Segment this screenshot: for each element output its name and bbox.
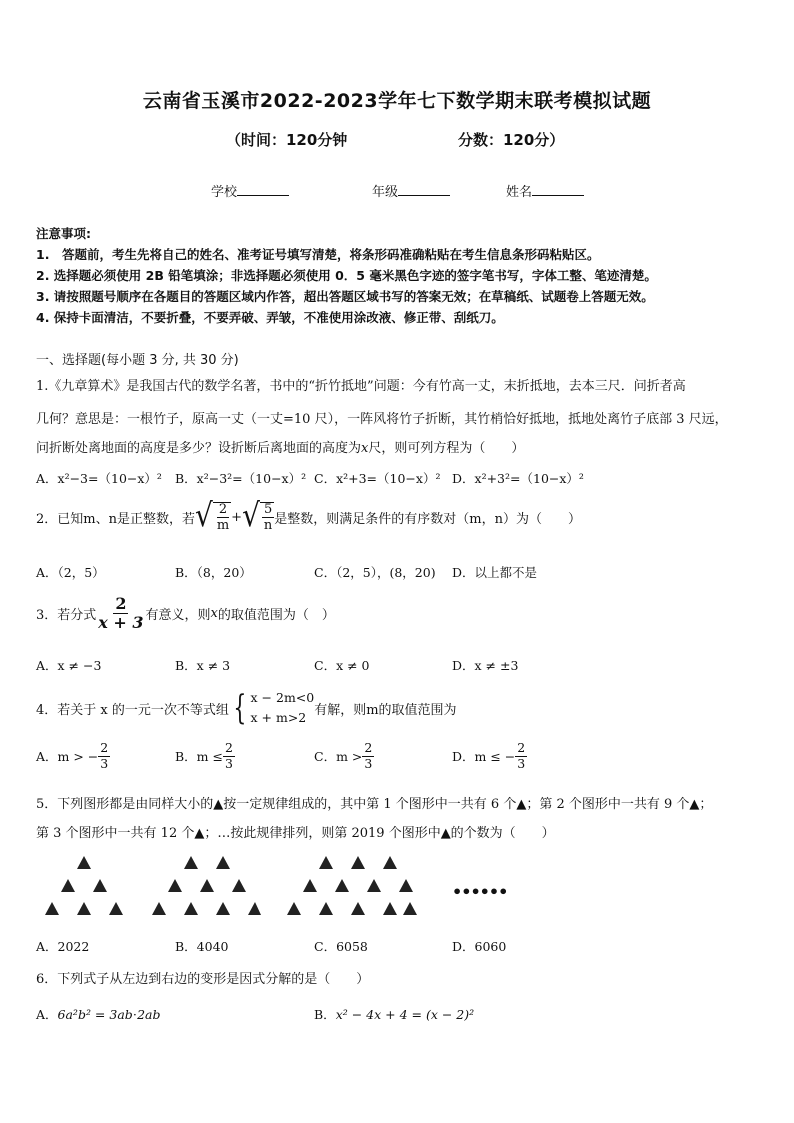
note-item: 1. 答题前，考生先将自己的姓名、准考证号填写清楚，将条形码准确粘贴在考生信息条形码粘贴区。 xyxy=(36,247,600,262)
q3-option-b[interactable]: B．x ≠ 3 xyxy=(175,658,231,673)
section-heading: 一、选择题(每小题 3 分, 共 30 分) xyxy=(36,353,239,368)
q2-option-c[interactable]: C．（2，5），(8，20) xyxy=(314,565,436,580)
q4-option-b[interactable]: B．m ≤ $\frac{2}{3}$ xyxy=(175,740,233,771)
triangle-figure-3 xyxy=(286,852,418,922)
triangle-figure-2 xyxy=(151,852,261,922)
q3-option-d[interactable]: D．x ≠ ±3 xyxy=(452,658,519,673)
school-blank[interactable] xyxy=(237,183,289,196)
q6-stem: 6．下列式子从左边到右边的变形是因式分解的是（ ） xyxy=(36,972,370,987)
q2-option-b[interactable]: B．（8，20） xyxy=(175,565,252,580)
notes-heading: 注意事项: xyxy=(36,226,91,241)
q2-option-a[interactable]: A．（2，5） xyxy=(36,565,105,580)
name-field xyxy=(506,181,584,200)
q6-option-b[interactable]: B．x² − 4x + 4 = (x − 2)² xyxy=(314,1007,475,1022)
q1-option-c[interactable]: C．x²+3=（10−x）² xyxy=(314,471,441,486)
q5-option-b[interactable]: B．4040 xyxy=(175,939,229,954)
q1-option-d[interactable]: D．x²+3²=（10−x）² xyxy=(452,471,584,486)
q2-stem: 2．已知m、n是正整数，若 √ $\frac{2}{m}$ + √ $\frac{5}{n}$ 是整数，则满足条件的有序数对（m，n）为（ ） xyxy=(36,496,581,535)
sqrt-term-2: √ $\frac{5}{n}$ xyxy=(242,496,273,535)
q5-line1: 5．下列图形都是由同样大小的▲按一定规律组成的，其中第 1 个图形中一共有 6 个▲；第 2 个图形中一共有 9 个▲； xyxy=(36,797,713,812)
q5-option-d[interactable]: D．6060 xyxy=(452,939,507,954)
note-item: 2. 选择题必须使用 2B 铅笔填涂；非选择题必须使用 0．5 毫米黑色字迹的签字笔书写，字体工整、笔迹清楚。 xyxy=(36,268,657,283)
grade-field xyxy=(372,181,450,200)
q4-option-a[interactable]: A．m > − $\frac{2}{3}$ xyxy=(36,740,109,771)
exam-score: 分数：120分） xyxy=(458,131,565,149)
q4-option-c[interactable]: C．m > $\frac{2}{3}$ xyxy=(314,740,373,771)
q3-option-c[interactable]: C．x ≠ 0 xyxy=(314,658,370,673)
q2-option-d[interactable]: D．以上都不是 xyxy=(452,565,538,580)
q1-option-b[interactable]: B．x²−3²=（10−x）² xyxy=(175,471,307,486)
q6-option-a[interactable]: A．6a²b² = 3ab⋅2ab xyxy=(36,1007,161,1022)
school-field xyxy=(211,181,289,200)
exam-time: （时间：120分钟 xyxy=(226,131,348,149)
q1-line1: 1.《九章算术》是我国古代的数学名著，书中的“折竹抵地”问题：今有竹高一丈，末折抵地，去本三尺．问折者高 xyxy=(36,379,686,394)
q3-option-a[interactable]: A．x ≠ −3 xyxy=(36,658,102,673)
grade-blank[interactable] xyxy=(398,183,450,196)
q4-stem: 4．若关于 x 的一元一次不等式组 { x − 2m<0 x + m>2 有解，则m的取值范围为 xyxy=(36,688,457,728)
q5-line2: 第 3 个图形中一共有 12 个▲；…按此规律排列，则第 2019 个图形中▲的个数为（ ） xyxy=(36,826,555,841)
q3-stem: 3．若分式 $\frac{2}{x + 3}$ 有意义，则 x 的取值范围为（ ） xyxy=(36,594,335,632)
grade-label: 年级 xyxy=(372,185,399,200)
ellipsis-dots: •••••• xyxy=(452,882,508,901)
inequality-system: { x − 2m<0 x + m>2 xyxy=(233,688,315,728)
q5-option-c[interactable]: C．6058 xyxy=(314,939,368,954)
name-blank[interactable] xyxy=(532,183,584,196)
note-item: 4. 保持卡面清洁，不要折叠，不要弄破、弄皱，不准使用涂改液、修正带、刮纸刀。 xyxy=(36,310,504,325)
q1-line2: 几何？意思是：一根竹子，原高一丈（一丈=10 尺），一阵风将竹子折断，其竹梢恰好抵地，抵地处离竹子底部 3 尺远， xyxy=(36,412,728,427)
q1-line3: 问折断处离地面的高度是多少？设折断后离地面的高度为x尺，则可列方程为（ ） xyxy=(36,441,525,456)
page-title: 云南省玉溪市2022-2023学年七下数学期末联考模拟试题 xyxy=(142,90,652,112)
q3-fraction: $\frac{2}{x + 3}$ xyxy=(98,594,144,632)
school-label: 学校 xyxy=(211,185,238,200)
name-label: 姓名 xyxy=(506,185,533,200)
note-item: 3. 请按照题号顺序在各题目的答题区域内作答，超出答题区域书写的答案无效；在草稿纸、试题卷上答题无效。 xyxy=(36,289,654,304)
q4-option-d[interactable]: D．m ≤ − $\frac{2}{3}$ xyxy=(452,740,526,771)
q5-option-a[interactable]: A．2022 xyxy=(36,939,90,954)
triangle-figure-1 xyxy=(44,852,124,922)
sqrt-term-1: √ $\frac{2}{m}$ xyxy=(194,496,230,535)
q1-option-a[interactable]: A．x²−3=（10−x）² xyxy=(36,471,162,486)
